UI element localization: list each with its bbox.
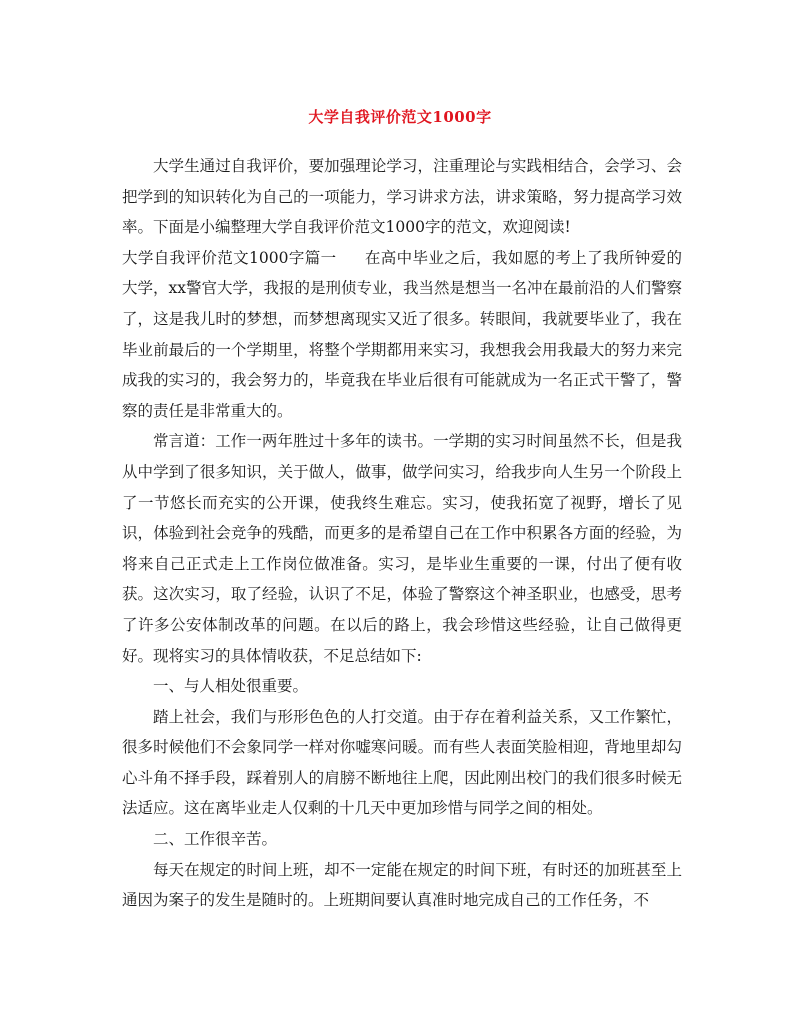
heading-2: 二、工作很辛苦。 (153, 830, 278, 849)
document-body (122, 151, 682, 916)
paragraph-2: 常言道：工作一两年胜过十多年的读书。一学期的实习时间虽然不长，但是我从中学到了很多知识，关于做人，做事，做学问实习，给我步向人生另一个阶段上了一节悠长而充实的公开课，使我终生难忘。实习，使我拓宽了视野，增长了见识，体验到社会竞争的残酷，而更多的是希望自己在工作中积累各方面的经验，为将来自己正式走上工作岗位做准备。实习，是毕业生重要的一课，付出了便有收获。这次实习，取了经验，认识了不足，体验了警察这个神圣职业，也感受，思考了许多公安体制改革的问题。在以后的路上，我会珍惜这些经验，让自己做得更好。现将实习的具体情收获，不足总结如下: (122, 432, 682, 665)
section-body: 在高中毕业之后，我如愿的考上了我所钟爱的大学，xx警官大学，我报的是刑侦专业，我当然是想当一名冲在最前沿的人们警察了，这是我儿时的梦想，而梦想离现实又近了很多。转眼间，我就要毕业了，我在毕业前最后的一个学期里，将整个学期都用来实习，我想我会用我最大的努力来完成我的实习的，我会努力的，毕竟我在毕业后很有可能就成为一名正式干警了，警察的责任是非常重大的。 (122, 248, 682, 420)
paragraph-4: 每天在规定的时间上班，却不一定能在规定的时间下班，有时还的加班甚至上通因为案子的发生是随时的。上班期间要认真准时地完成自己的工作任务，不 (122, 860, 682, 910)
section-heading: 大学自我评价范文1000字篇一 (122, 248, 337, 267)
paragraph-3: 踏上社会，我们与形形色色的人打交道。由于存在着利益关系，又工作繁忙，很多时候他们不会象同学一样对你嘘寒问暖。而有些人表面笑脸相迎，背地里却勾心斗角不择手段，踩着别人的肩膀不断地往上爬，因此刚出校门的我们很多时候无法适应。这在离毕业走人仅剩的十几天中更加珍惜与同学之间的相处。 (122, 707, 682, 818)
section-paragraph (122, 243, 682, 427)
document-title: 大学自我评价范文1000字 (308, 108, 492, 126)
intro-paragraph: 大学生通过自我评价，要加强理论学习，注重理论与实践相结合，会学习、会把学到的知识转化为自己的一项能力，学习讲求方法，讲求策略，努力提高学习效率。下面是小编整理大学自我评价范文1000字的范文，欢迎阅读! (122, 157, 682, 237)
heading-1: 一、与人相处很重要。 (153, 677, 309, 696)
